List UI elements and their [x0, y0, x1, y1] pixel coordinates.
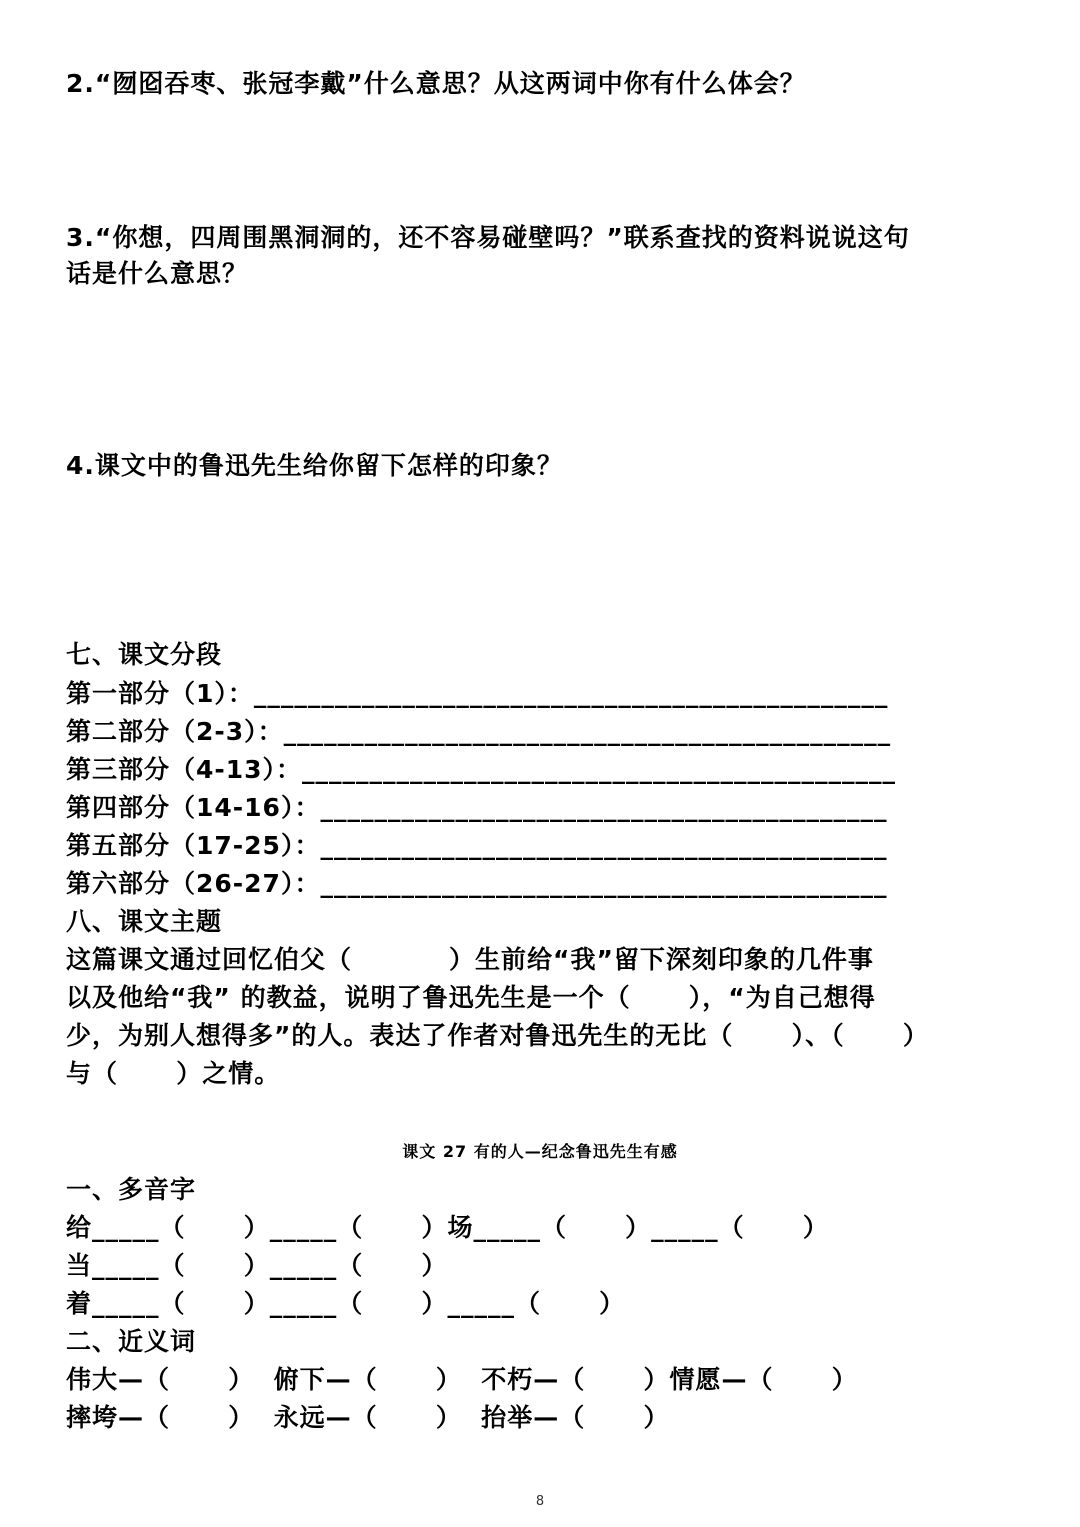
theme-line-4: 与（ ）之情。 — [66, 1059, 281, 1088]
question-3-line-2: 话是什么意思？ — [66, 259, 249, 288]
synonyms-heading: 二、近义词 — [66, 1327, 197, 1356]
polyphonic-line-2: 当_____（ ）_____（ ） — [66, 1251, 448, 1280]
page-number: 8 — [535, 1494, 545, 1509]
question-2: 2.“囫囵吞枣、张冠李戴”什么意思？从这两词中你有什么体会？ — [66, 69, 806, 98]
synonyms-line-2: 摔垮—（ ） 永远—（ ） 抬举—（ ） — [66, 1403, 670, 1432]
polyphonic-line-1: 给_____（ ）_____（ ）场_____（ ）_____（ ） — [66, 1213, 829, 1242]
segment-part-2: 第二部分（2-3）：_____________________________________________ — [66, 717, 892, 746]
theme-line-2: 以及他给“我” 的教益，说明了鲁迅先生是一个（ ），“为自己想得 — [66, 983, 876, 1012]
theme-line-3: 少，为别人想得多”的人。表达了作者对鲁迅先生的无比（ ）、（ ） — [66, 1021, 929, 1050]
segment-part-5: 第五部分（17-25）：__________________________________________ — [66, 831, 888, 860]
lesson-27-title: 课文 27 有的人—纪念鲁迅先生有感 — [402, 1142, 678, 1161]
segment-part-3: 第三部分（4-13）：____________________________________________ — [66, 755, 897, 784]
question-3-line-1: 3.“你想，四周围黑洞洞的，还不容易碰壁吗？”联系查找的资料说说这句 — [66, 223, 910, 252]
question-4: 4.课文中的鲁迅先生给你留下怎样的印象？ — [66, 451, 563, 480]
polyphonic-line-3: 着_____（ ）_____（ ）_____（ ） — [66, 1289, 626, 1318]
polyphonic-heading: 一、多音字 — [66, 1175, 197, 1204]
synonyms-line-1: 伟大—（ ） 俯下—（ ） 不朽—（ ）情愿—（ ） — [66, 1365, 858, 1394]
segment-part-6: 第六部分（26-27）：__________________________________________ — [66, 869, 888, 898]
section-7-heading: 七、课文分段 — [66, 640, 223, 669]
segment-part-1: 第一部分（1）：_______________________________________________ — [66, 679, 889, 708]
segment-part-4: 第四部分（14-16）：__________________________________________ — [66, 793, 888, 822]
section-8-heading: 八、课文主题 — [66, 907, 223, 936]
theme-line-1: 这篇课文通过回忆伯父（ ）生前给“我”留下深刻印象的几件事 — [66, 945, 874, 974]
